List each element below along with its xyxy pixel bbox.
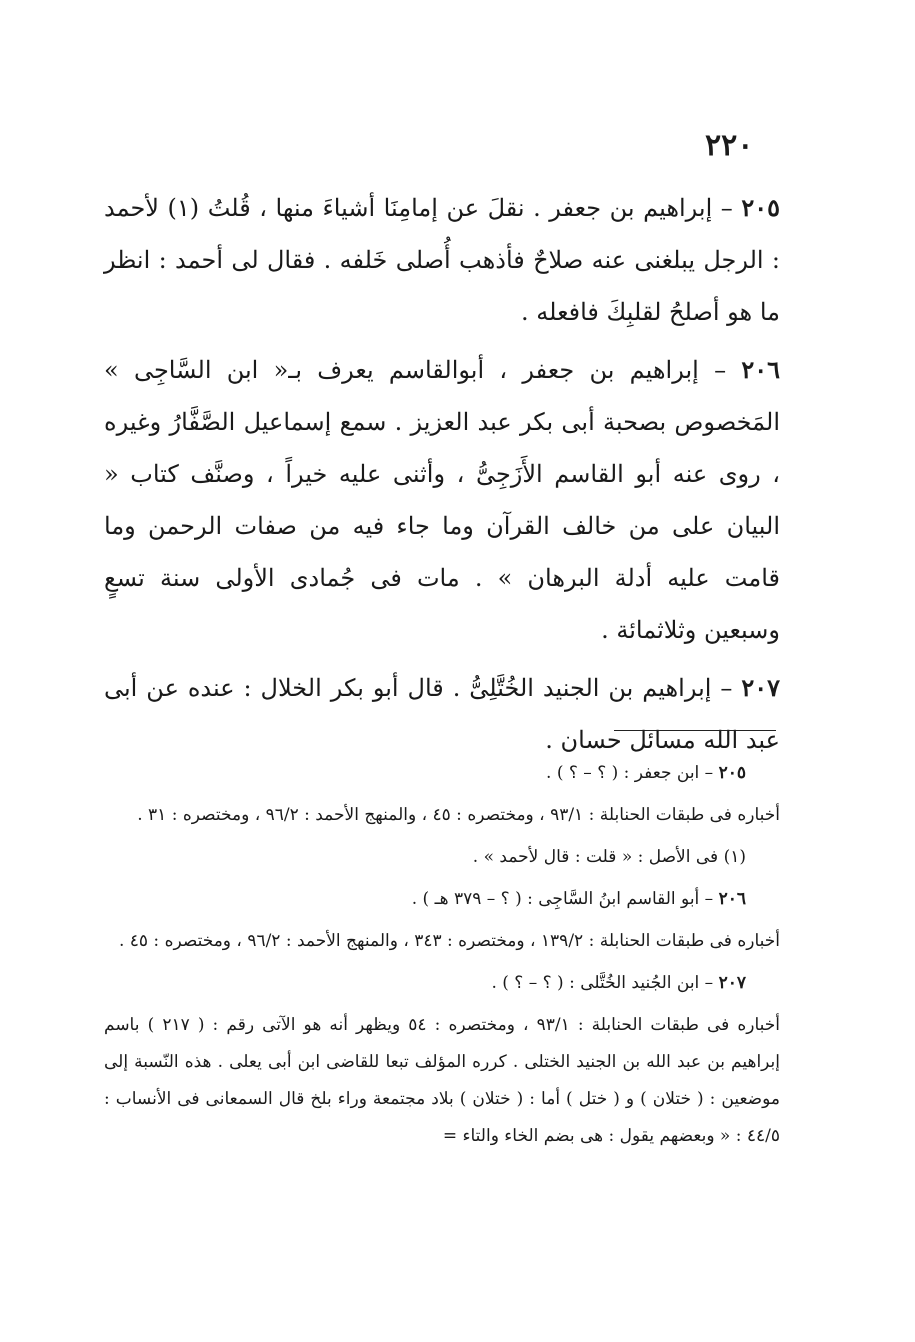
footnote-text: – ابن الجُنيد الخُتَّلى : ( ؟ – ؟ ) . <box>491 973 719 993</box>
entry-205 <box>104 182 780 338</box>
entry-text: إبراهيم بن الجنيد الخُتَّلِىُّ . قال أبو بكر الخلال : عنده عن أبى عبد الله مسائل حسان . <box>104 674 780 754</box>
footnote-206-heading <box>104 881 780 918</box>
main-text <box>104 182 780 772</box>
footnote-number: ٢٠٧ <box>718 973 746 993</box>
footnote-number: ٢٠٥ <box>718 763 746 783</box>
footnote-206-sources: أخباره فى طبقات الحنابلة : ١٣٩/٢ ، ومختصره : ٣٤٣ ، والمنهج الأحمد : ٩٦/٢ ، ومختصره : ٤٥ . <box>118 931 780 951</box>
footnote-205-sources: أخباره فى طبقات الحنابلة : ٩٣/١ ، ومختصره : ٤٥ ، والمنهج الأحمد : ٩٦/٢ ، ومختصره : ٣١ . <box>137 805 780 825</box>
entry-number: ٢٠٥ <box>741 193 780 222</box>
entry-number: ٢٠٧ <box>741 673 781 702</box>
entry-206 <box>104 344 780 656</box>
entry-number: ٢٠٦ <box>741 355 780 384</box>
entry-text: إبراهيم بن جعفر ، أبوالقاسم يعرف بـ« ابن السَّاجِى » المَخصوص بصحبة أبى بكر عبد العزيز . سمع إسماعيل الصَّفَّارُ وغيره ، روى عنه أبو القاسم الأَزَجِىُّ ، وأثنى عليه خيراً ، وصنَّف كتاب « البيان على من خالف القرآن وما جاء فيه من صفات الرحمن وما قامت عليه أدلة البرهان » . مات فى جُمادى الأولى سنة تسعٍ وسبعين وثلاثمائة . <box>104 356 780 644</box>
footnote-separator <box>614 730 776 731</box>
entry-dash: – <box>711 674 742 702</box>
footnotes <box>104 755 780 1160</box>
footnote-1: (١) فى الأصل : « قلت : قال لأحمد » . <box>472 847 746 867</box>
footnote-207-sources: أخباره فى طبقات الحنابلة : ٩٣/١ ، ومختصره : ٥٤ ويظهر أنه هو الآتى رقم : ( ٢١٧ ) باسم إبراهيم بن عبد الله بن الجنيد الختلى . كرره المؤلف تبعا للقاضى ابن أبى يعلى . هذه النّسبة إلى موضعين : ( ختلان ) و ( ختل ) أما : ( ختلان ) بلاد مجتمعة وراء بلخ قال السمعانى فى الأنساب : ٤٤/٥ : « وبعضهم يقول : هى بضم الخاء والتاء = <box>104 1015 780 1146</box>
entry-dash: – <box>712 194 742 222</box>
footnote-205-heading <box>104 755 780 792</box>
page-number: ٢٢٠ <box>705 128 754 163</box>
footnote-text: – أبو القاسم ابنُ السَّاجِى : ( ؟ – ٣٧٩ هـ ) . <box>411 889 719 909</box>
entry-dash: – <box>698 356 742 384</box>
footnote-text: – ابن جعفر : ( ؟ – ؟ ) . <box>546 763 719 783</box>
footnote-207-heading <box>104 965 780 1002</box>
footnote-number: ٢٠٦ <box>718 889 746 909</box>
entry-text: إبراهيم بن جعفر . نقلَ عن إمامِنَا أشياءَ منها ، قُلتُ (١) لأحمد : الرجل يبلغنى عنه صلاحٌ فأذهب أُصلى خَلفه . فقال لى أحمد : انظر ما هو أصلحُ لقلبِكَ فافعله . <box>104 194 780 326</box>
entry-207 <box>104 662 780 766</box>
